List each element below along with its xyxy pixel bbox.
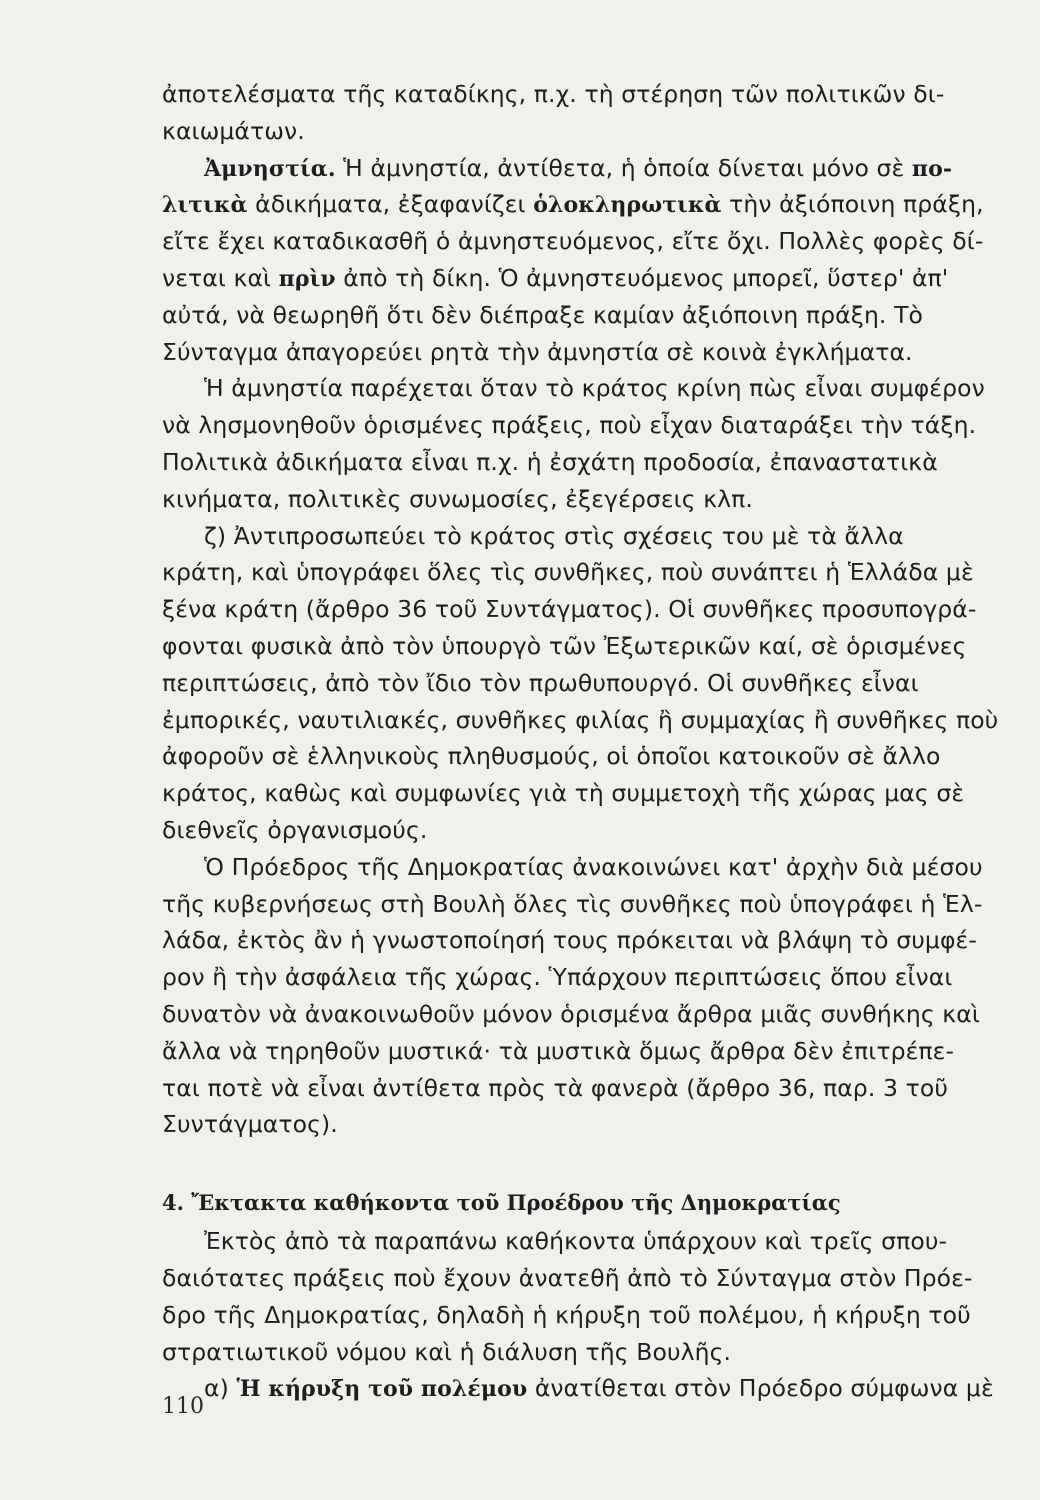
text-segment: ξένα κράτη (ἄρθρο 36 τοῦ Συντάγματος). Οἱ συνθῆκες προσυπογρά- (162, 595, 977, 624)
text-segment: εἴτε ἔχει καταδικασθῆ ὁ ἀμνηστευόμενος, εἴτε ὄχι. Πολλὲς φορὲς δί- (162, 227, 984, 256)
text-segment: τῆς κυβερνήσεως στὴ Βουλὴ ὅλες τὶς συνθῆκες ποὺ ὑπογράφει ἡ Ἑλ- (162, 889, 983, 918)
text-segment: ἀπὸ τὴ δίκη. Ὁ ἀμνηστευόμενος μπορεῖ, ὕστερ' ἀπ' (335, 263, 949, 292)
text-segment: Ἡ ἀμνηστία παρέχεται ὅταν τὸ κράτος κρίνη πὼς εἶναι συμφέρον (204, 374, 985, 403)
text-line (162, 76, 1012, 113)
text-segment: στρατιωτικοῦ νόμου καὶ ἡ διάλυση τῆς Βουλῆς. (162, 1337, 732, 1366)
text-segment: περιπτώσεις, ἀπὸ τὸν ἴδιο τὸν πρωθυπουργό. Οἱ συνθῆκες εἶναι (162, 668, 919, 697)
text-line (162, 554, 1012, 591)
text-line (162, 812, 1012, 849)
text-segment: ἄλλα νὰ τηρηθοῦν μυστικά· τὰ μυστικὰ ὅμως ἄρθρα δὲν ἐπιτρέπε- (162, 1036, 955, 1065)
text-line (162, 959, 1012, 996)
text-segment: ρον ἢ τὴν ἀσφάλεια τῆς χώρας. Ὑπάρχουν περιπτώσεις ὅπου εἶναι (162, 963, 953, 992)
text-segment: φονται φυσικὰ ἀπὸ τὸν ὑπουργὸ τῶν Ἐξωτερικῶν καί, σὲ ὁρισμένες (162, 631, 967, 660)
text-segment: νεται καὶ (162, 263, 279, 292)
text-line (162, 223, 1012, 260)
text-segment: τὴν ἀξιόποινη πράξη, (721, 190, 984, 219)
text-segment: δυνατὸν νὰ ἀνακοινωθοῦν μόνον ὁρισμένα ἄρθρα μιᾶς συνθήκης καὶ (162, 999, 980, 1028)
text-line (162, 334, 1012, 371)
text-line (162, 591, 1012, 628)
text-line (162, 1260, 1012, 1297)
text-line (162, 775, 1012, 812)
text-line (162, 370, 1012, 407)
text-segment: ζ) Ἀντιπροσωπεύει τὸ κράτος στὶς σχέσεις του μὲ τὰ ἄλλα (204, 521, 904, 550)
text-line (162, 849, 1012, 886)
text-line (162, 1297, 1012, 1334)
text-line (162, 444, 1012, 481)
section-heading: 4. Ἔκτακτα καθήκοντα τοῦ Προέδρου τῆς Δημοκρατίας (162, 1190, 841, 1216)
section-paragraphs (162, 76, 1012, 1143)
text-segment: ἀποτελέσματα τῆς καταδίκης, π.χ. τὴ στέρηση τῶν πολιτικῶν δι- (162, 80, 945, 108)
text-line (162, 628, 1012, 665)
text-line (162, 260, 1012, 297)
text-segment: Ὁ Πρόεδρος τῆς Δημοκρατίας ἀνακοινώνει κατ' ἀρχὴν διὰ μέσου (204, 852, 983, 881)
text-segment: λάδα, ἐκτὸς ἂν ἡ γνωστοποίησή τους πρόκειται νὰ βλάψη τὸ συμφέ- (162, 926, 977, 955)
page-number: 110 (162, 1394, 204, 1419)
text-segment: Ἡ ἀμνηστία, ἀντίθετα, ἡ ὁποία δίνεται μόνο σὲ (335, 153, 912, 182)
text-segment: ἀδικήματα, ἐξαφανίζει (247, 190, 534, 219)
text-line (162, 297, 1012, 334)
text-segment: ἐμπορικές, ναυτιλιακές, συνθῆκες φιλίας ἢ συμμαχίας ἢ συνθῆκες ποὺ (162, 705, 999, 734)
bold-term: λιτικὰ (162, 192, 248, 219)
text-segment: νὰ λησμονηθοῦν ὁρισμένες πράξεις, ποὺ εἶχαν διαταράξει τὴν τάξη. (162, 411, 977, 440)
bold-term: Ἡ κήρυξη τοῦ πολέμου (236, 1376, 528, 1403)
text-segment: κράτη, καὶ ὑπογράφει ὅλες τὶς συνθῆκες, ποὺ συνάπτει ἡ Ἑλλάδα μὲ (162, 558, 974, 587)
text-segment: Συντάγματος). (162, 1110, 338, 1139)
bold-term: πρὶν (278, 265, 336, 292)
text-segment: ται ποτὲ νὰ εἶναι ἀντίθετα πρὸς τὰ φανερὰ (ἄρθρο 36, παρ. 3 τοῦ (162, 1073, 949, 1102)
bold-term: ὁλοκληρωτικὰ (533, 192, 722, 219)
text-segment: κράτος, καθὼς καὶ συμφωνίες γιὰ τὴ συμμετοχὴ τῆς χώρας μας σὲ (162, 779, 965, 808)
text-segment: Πολιτικὰ ἀδικήματα εἶναι π.χ. ἡ ἐσχάτη προδοσία, ἐπαναστατικὰ (162, 447, 938, 476)
text-segment: δρο τῆς Δημοκρατίας, δηλαδὴ ἡ κήρυξη τοῦ πολέμου, ἡ κήρυξη τοῦ (162, 1300, 971, 1329)
text-line (162, 481, 1012, 518)
text-segment: καιωμάτων. (162, 116, 305, 145)
bold-term: πο- (911, 155, 953, 182)
text-segment: Σύνταγμα ἀπαγορεύει ρητὰ τὴν ἀμνηστία σὲ κοινὰ ἐγκλήματα. (162, 337, 913, 366)
text-line (162, 1106, 1012, 1143)
text-line (162, 1033, 1012, 1070)
text-line (162, 186, 1012, 223)
text-line (162, 407, 1012, 444)
text-line (162, 1370, 1012, 1407)
section-paragraphs-2 (162, 1223, 1012, 1407)
text-line (162, 518, 1012, 555)
text-line (162, 1070, 1012, 1107)
text-segment: ἀνατίθεται στὸν Πρόεδρο σύμφωνα μὲ (527, 1374, 994, 1403)
text-line (162, 738, 1012, 775)
text-segment: διεθνεῖς ὀργανισμούς. (162, 815, 428, 844)
text-segment: α) (204, 1374, 237, 1403)
text-segment: ἀφοροῦν σὲ ἑλληνικοὺς πληθυσμούς, οἱ ὁποῖοι κατοικοῦν σὲ ἄλλο (162, 742, 941, 771)
text-segment: κινήματα, πολιτικὲς συνωμοσίες, ἐξεγέρσεις κλπ. (162, 484, 753, 513)
text-line (162, 665, 1012, 702)
text-line (162, 113, 1012, 150)
text-line (162, 702, 1012, 739)
body-text (162, 76, 1012, 1407)
text-line (162, 1334, 1012, 1371)
text-segment: αὐτά, νὰ θεωρηθῆ ὅτι δὲν διέπραξε καμίαν ἀξιόποινη πράξη. Τὸ (162, 300, 924, 329)
text-line (162, 886, 1012, 923)
text-line (162, 996, 1012, 1033)
text-line (162, 150, 1012, 187)
text-line (162, 922, 1012, 959)
text-segment: Ἐκτὸς ἀπὸ τὰ παραπάνω καθήκοντα ὑπάρχουν καὶ τρεῖς σπου- (204, 1227, 948, 1256)
text-segment: δαιότατες πράξεις ποὺ ἔχουν ἀνατεθῆ ἀπὸ τὸ Σύνταγμα στὸν Πρόε- (162, 1263, 973, 1292)
bold-term: Ἀμνηστία. (204, 155, 336, 182)
text-line (162, 1223, 1012, 1260)
